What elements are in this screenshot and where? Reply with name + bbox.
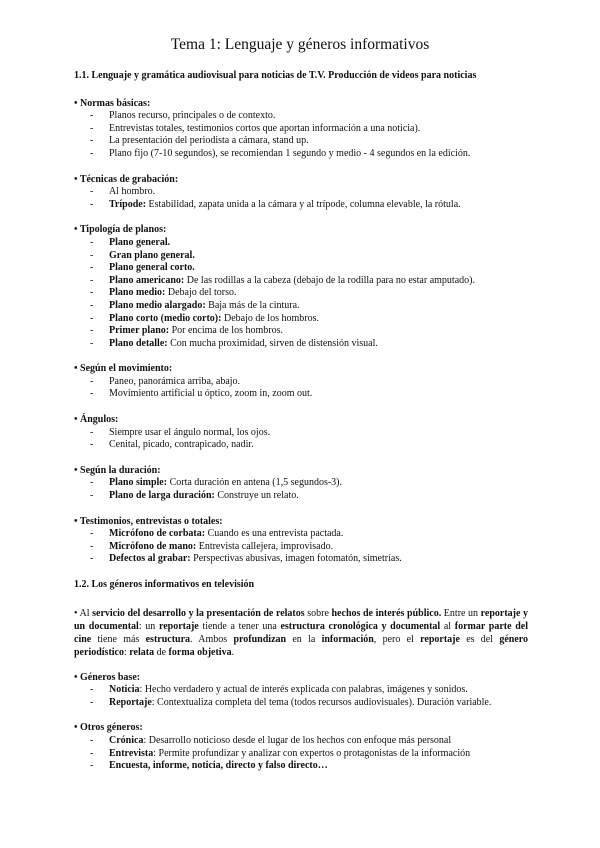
dash-bullet-icon: - xyxy=(90,325,94,337)
item-term: Noticia xyxy=(109,684,140,696)
item-term: Primer plano: xyxy=(109,325,170,337)
dash-bullet-icon: - xyxy=(90,540,94,552)
document-body xyxy=(74,70,528,786)
paragraph-emphasis: formar parte del cine xyxy=(74,620,529,645)
item-text: Entrevistas totales, testimonios cortos que aportan información a una noticia). xyxy=(109,122,421,134)
list-item xyxy=(74,490,528,503)
list-item xyxy=(74,376,528,389)
dash-bullet-icon: - xyxy=(90,439,94,451)
dash-bullet-icon: - xyxy=(90,312,94,324)
item-term: Plano corto (medio corto): xyxy=(109,312,222,324)
item-list xyxy=(74,186,528,211)
section-1-blocks xyxy=(74,98,528,566)
list-item xyxy=(74,735,528,748)
block-heading: • Técnicas de grabación: xyxy=(74,173,179,185)
dash-bullet-icon: - xyxy=(90,287,94,299)
bullet-block xyxy=(74,174,528,212)
item-text: Al hombro. xyxy=(109,186,156,198)
list-item xyxy=(74,760,528,773)
list-item xyxy=(74,553,528,566)
item-list xyxy=(74,376,528,401)
item-list xyxy=(74,684,528,709)
item-text: Cuando es una entrevista pactada. xyxy=(205,528,344,540)
block-heading: • Según el movimiento: xyxy=(74,363,173,375)
paragraph-emphasis: reportaje xyxy=(158,620,199,632)
item-term: Gran plano general. xyxy=(109,249,195,261)
paragraph-emphasis: estructura xyxy=(145,633,191,645)
item-text: Perspectivas abusivas, imagen fotomatón, simetrías. xyxy=(190,553,402,565)
dash-bullet-icon: - xyxy=(90,528,94,540)
item-term: Trípode: xyxy=(109,198,147,210)
bullet-block xyxy=(74,722,528,772)
intro-paragraph xyxy=(74,607,528,659)
dash-bullet-icon: - xyxy=(90,147,94,159)
item-text: Paneo, panorámica arriba, abajo. xyxy=(109,375,241,387)
item-term: Defectos al grabar: xyxy=(109,553,191,565)
paragraph-text: es del xyxy=(459,633,500,645)
item-term: Plano general corto. xyxy=(109,262,195,274)
list-item xyxy=(74,338,528,351)
item-text: De las rodillas a la cabeza (debajo de la rodilla para no estar amputado). xyxy=(184,274,475,286)
bullet-block xyxy=(74,465,528,503)
paragraph-text: • Al xyxy=(74,607,93,619)
block-heading: • Géneros base: xyxy=(74,671,141,683)
item-text: Debajo del torso. xyxy=(165,287,237,299)
dash-bullet-icon: - xyxy=(90,477,94,489)
dash-bullet-icon: - xyxy=(90,299,94,311)
item-term: Plano simple: xyxy=(109,477,168,489)
item-term: Plano de larga duración: xyxy=(109,490,215,502)
item-text: Corta duración en antena (1,5 segundos-3). xyxy=(167,477,343,489)
paragraph-emphasis: reportaje xyxy=(420,633,460,645)
dash-bullet-icon: - xyxy=(90,684,94,696)
item-term: Reportaje xyxy=(109,696,152,708)
paragraph-text: sobre xyxy=(304,607,332,619)
paragraph-text: , pero el xyxy=(373,633,421,645)
item-term: Plano medio alargado: xyxy=(109,299,206,311)
dash-bullet-icon: - xyxy=(90,337,94,349)
paragraph-text: : un xyxy=(138,620,159,632)
item-term: Entrevista xyxy=(109,747,154,759)
paragraph-text: . Ambos xyxy=(190,633,234,645)
list-item xyxy=(74,313,528,326)
item-text: Cenital, picado, contrapicado, nadir. xyxy=(109,439,254,451)
paragraph-text: : xyxy=(124,646,130,658)
dash-bullet-icon: - xyxy=(90,135,94,147)
paragraph-text: . xyxy=(231,646,235,658)
list-item xyxy=(74,110,528,123)
dash-bullet-icon: - xyxy=(90,734,94,746)
item-text: Plano fijo (7-10 segundos), se recomiendan 1 segundo y medio - 4 segundos en la edición. xyxy=(109,147,471,159)
list-item xyxy=(74,748,528,761)
item-list xyxy=(74,427,528,452)
paragraph-emphasis: forma objetiva xyxy=(168,646,232,658)
block-heading: • Normas básicas: xyxy=(74,97,151,109)
dash-bullet-icon: - xyxy=(90,426,94,438)
paragraph-text: en la xyxy=(286,633,322,645)
item-text: Con mucha proximidad, sirven de distensión visual. xyxy=(167,337,378,349)
paragraph-text: de xyxy=(154,646,169,658)
list-item xyxy=(74,427,528,440)
paragraph-text: al xyxy=(440,620,455,632)
dash-bullet-icon: - xyxy=(90,198,94,210)
list-item xyxy=(74,275,528,288)
list-item xyxy=(74,135,528,148)
paragraph-emphasis: información xyxy=(321,633,374,645)
dash-bullet-icon: - xyxy=(90,110,94,122)
item-term: Plano medio: xyxy=(109,287,166,299)
paragraph-emphasis: hechos de interés público. xyxy=(331,607,442,619)
item-term: Plano americano: xyxy=(109,274,185,286)
item-text: : Permite profundizar y analizar con expertos o protagonistas de la información xyxy=(153,747,471,759)
list-item xyxy=(74,325,528,338)
list-item xyxy=(74,528,528,541)
dash-bullet-icon: - xyxy=(90,490,94,502)
list-item xyxy=(74,262,528,275)
list-item xyxy=(74,250,528,263)
list-item xyxy=(74,186,528,199)
item-text: La presentación del periodista a cámara, stand up. xyxy=(109,135,309,147)
item-list xyxy=(74,477,528,502)
item-text: : Contextualiza completa del tema (todos recursos audiovisuales). Duración variable. xyxy=(151,696,492,708)
dash-bullet-icon: - xyxy=(90,553,94,565)
dash-bullet-icon: - xyxy=(90,186,94,198)
item-term: Crónica xyxy=(109,734,144,746)
dash-bullet-icon: - xyxy=(90,249,94,261)
item-text: Estabilidad, zapata unida a la cámara y al trípode, columna elevable, la rótula. xyxy=(146,198,461,210)
item-term: Micrófono de corbata: xyxy=(109,528,206,540)
block-heading: • Tipología de planos: xyxy=(74,224,167,236)
list-item xyxy=(74,148,528,161)
section-heading-1: 1.1. Lenguaje y gramática audiovisual para noticias de T.V. Producción de videos para noticias xyxy=(74,70,477,81)
item-list xyxy=(74,528,528,566)
list-item xyxy=(74,388,528,401)
item-text: Movimiento artificial u óptico, zoom in, zoom out. xyxy=(109,388,313,400)
item-term: Plano detalle: xyxy=(109,337,168,349)
list-item xyxy=(74,439,528,452)
item-text: Planos recurso, principales o de contexto. xyxy=(109,110,276,122)
list-item xyxy=(74,287,528,300)
list-item xyxy=(74,541,528,554)
item-text: Siempre usar el ángulo normal, los ojos. xyxy=(109,426,271,438)
list-item xyxy=(74,300,528,313)
dash-bullet-icon: - xyxy=(90,696,94,708)
bullet-block xyxy=(74,98,528,161)
item-term: Plano general. xyxy=(109,236,171,248)
item-list xyxy=(74,110,528,160)
paragraph-emphasis: reportaje y un documental xyxy=(74,607,529,632)
paragraph-emphasis: relata xyxy=(129,646,155,658)
paragraph-emphasis: género periodístico xyxy=(74,633,529,658)
list-item xyxy=(74,237,528,250)
page-title: Tema 1: Lenguaje y géneros informativos xyxy=(170,36,430,53)
item-text: Entrevista callejera, improvisado. xyxy=(196,540,334,552)
bullet-block xyxy=(74,224,528,350)
dash-bullet-icon: - xyxy=(90,388,94,400)
dash-bullet-icon: - xyxy=(90,236,94,248)
dash-bullet-icon: - xyxy=(90,274,94,286)
block-heading: • Ángulos: xyxy=(74,414,119,426)
list-item xyxy=(74,697,528,710)
item-list xyxy=(74,735,528,773)
paragraph-text: Entre un xyxy=(441,607,481,619)
paragraph-emphasis: servicio del desarrollo y la presentación de relatos xyxy=(92,607,305,619)
dash-bullet-icon: - xyxy=(90,760,94,772)
item-list xyxy=(74,237,528,350)
paragraph-text: tiene más xyxy=(91,633,146,645)
block-heading: • Otros géneros: xyxy=(74,722,143,734)
dash-bullet-icon: - xyxy=(90,262,94,274)
item-text: : Hecho verdadero y actual de interés explicada con palabras, imágenes y sonidos. xyxy=(139,684,468,696)
dash-bullet-icon: - xyxy=(90,375,94,387)
bullet-block xyxy=(74,363,528,401)
list-item xyxy=(74,199,528,212)
dash-bullet-icon: - xyxy=(90,122,94,134)
section-heading-2: 1.2. Los géneros informativos en televisión xyxy=(74,579,255,590)
item-text: Construye un relato. xyxy=(214,490,299,502)
list-item xyxy=(74,123,528,136)
block-heading: • Según la duración: xyxy=(74,464,161,476)
list-item xyxy=(74,684,528,697)
item-text: : Desarrollo noticioso desde el lugar de los hechos con enfoque más personal xyxy=(143,734,452,746)
item-term: Micrófono de mano: xyxy=(109,540,197,552)
item-text: Por encima de los hombros. xyxy=(169,325,283,337)
paragraph-emphasis: estructura cronológica y documental xyxy=(280,620,441,632)
item-text: Baja más de la cintura. xyxy=(205,299,300,311)
item-text: Debajo de los hombros. xyxy=(221,312,319,324)
item-term: Encuesta, informe, noticia, directo y falso directo… xyxy=(109,760,328,772)
block-heading: • Testimonios, entrevistas o totales: xyxy=(74,515,223,527)
bullet-block xyxy=(74,516,528,566)
bullet-block xyxy=(74,414,528,452)
paragraph-emphasis: profundizan xyxy=(233,633,287,645)
section-2-blocks xyxy=(74,672,528,773)
list-item xyxy=(74,477,528,490)
paragraph-text: tiende a tener una xyxy=(198,620,281,632)
bullet-block xyxy=(74,672,528,710)
dash-bullet-icon: - xyxy=(90,747,94,759)
